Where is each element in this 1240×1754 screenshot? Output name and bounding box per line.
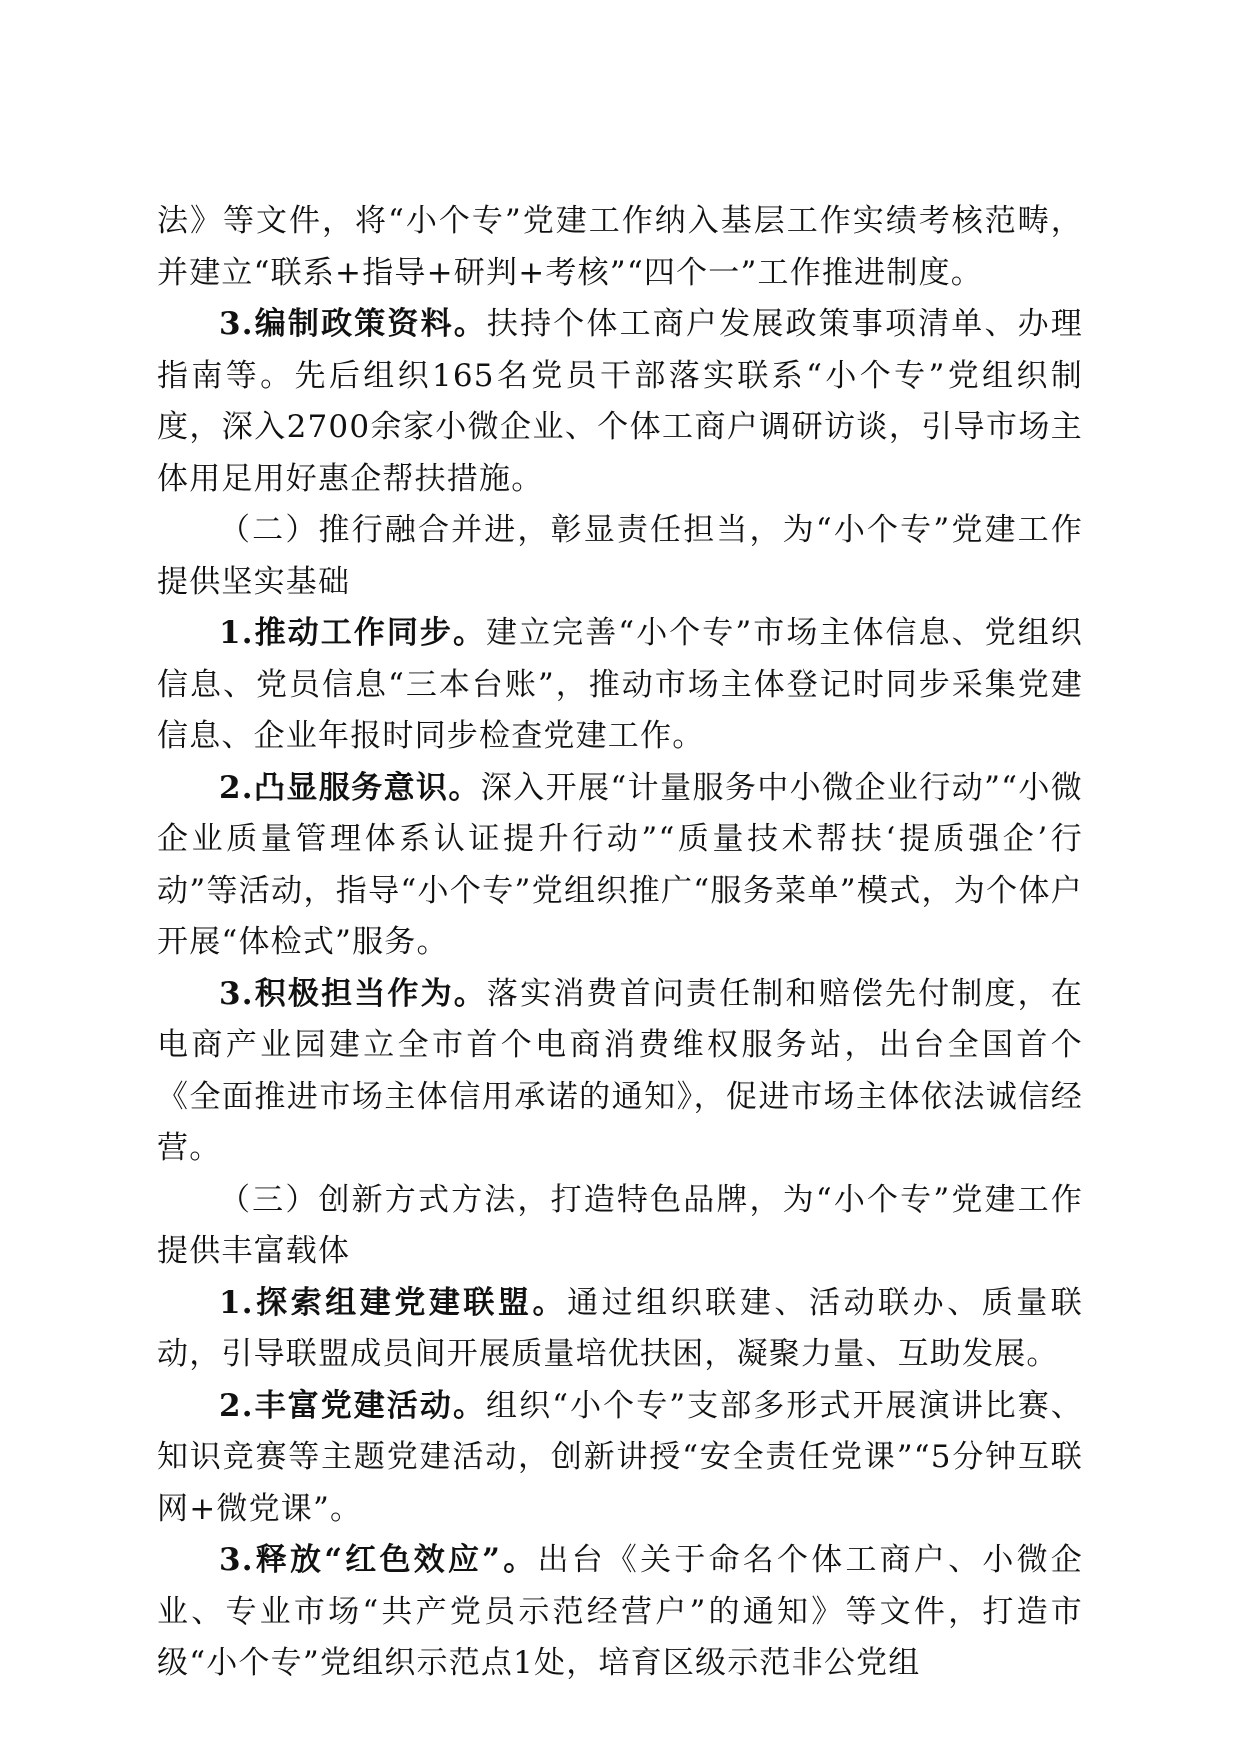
item-title: 3.编制政策资料。 bbox=[219, 306, 487, 342]
section-heading bbox=[157, 505, 1083, 608]
item-title: 2.凸显服务意识。 bbox=[219, 769, 481, 806]
paragraph-item bbox=[157, 608, 1083, 763]
item-text: 建立完善“小个专”市场主体信息、党组织信息、党员信息“三本台账”，推动市场主体登记时同步采集党建信息、企业年报时同步检查党建工作。 bbox=[157, 615, 1083, 754]
item-text: 落实消费首问责任制和赔偿先付制度，在电商产业园建立全市首个电商消费维权服务站，出台全国首个《全面推进市场主体信用承诺的通知》，促进市场主体依法诚信经营。 bbox=[157, 975, 1083, 1166]
section-heading bbox=[157, 1175, 1083, 1278]
item-text: 组织“小个专”支部多形式开展演讲比赛、知识竞赛等主题党建活动，创新讲授“安全责任党课”“5分钟互联网+微党课”。 bbox=[157, 1387, 1083, 1527]
item-title: 3.积极担当作为。 bbox=[219, 975, 487, 1012]
paragraph-continuation bbox=[157, 196, 1083, 299]
document-page bbox=[157, 196, 1083, 1690]
item-text: 出台《关于命名个体工商户、小微企业、专业市场“共产党员示范经营户”的通知》等文件，打造市级“小个专”党组织示范点1处，培育区级示范非公党组 bbox=[157, 1542, 1083, 1681]
section-heading-text: （二）推行融合并进，彰显责任担当，为“小个专”党建工作提供坚实基础 bbox=[157, 512, 1083, 600]
paragraph-item bbox=[157, 1278, 1083, 1381]
item-text: 通过组织联建、活动联办、质量联动，引导联盟成员间开展质量培优扶困，凝聚力量、互助发展。 bbox=[157, 1284, 1083, 1372]
item-title: 1.推动工作同步。 bbox=[219, 615, 487, 651]
item-text: 扶持个体工商户发展政策事项清单、办理指南等。先后组织165名党员干部落实联系“小个专”党组织制度，深入2700余家小微企业、个体工商户调研访谈，引导市场主体用足用好惠企帮扶措施。 bbox=[157, 306, 1083, 497]
paragraph-item bbox=[157, 1535, 1083, 1690]
paragraph-text: 法》等文件，将“小个专”党建工作纳入基层工作实绩考核范畴，并建立“联系+指导+研判+考核”“四个一”工作推进制度。 bbox=[157, 203, 1083, 291]
item-title: 2.丰富党建活动。 bbox=[219, 1387, 487, 1424]
item-title: 1.探索组建党建联盟。 bbox=[219, 1284, 568, 1321]
item-text: 深入开展“计量服务中小微企业行动”“小微企业质量管理体系认证提升行动”“质量技术帮扶‘提质强企’行动”等活动，指导“小个专”党组织推广“服务菜单”模式，为个体户开展“体检式”服务。 bbox=[157, 769, 1083, 960]
paragraph-item bbox=[157, 763, 1083, 969]
paragraph-item bbox=[157, 969, 1083, 1175]
item-title: 3.释放“红色效应”。 bbox=[219, 1542, 538, 1578]
paragraph-item bbox=[157, 1381, 1083, 1536]
section-heading-text: （三）创新方式方法，打造特色品牌，为“小个专”党建工作提供丰富载体 bbox=[157, 1181, 1083, 1269]
paragraph-item bbox=[157, 299, 1083, 505]
